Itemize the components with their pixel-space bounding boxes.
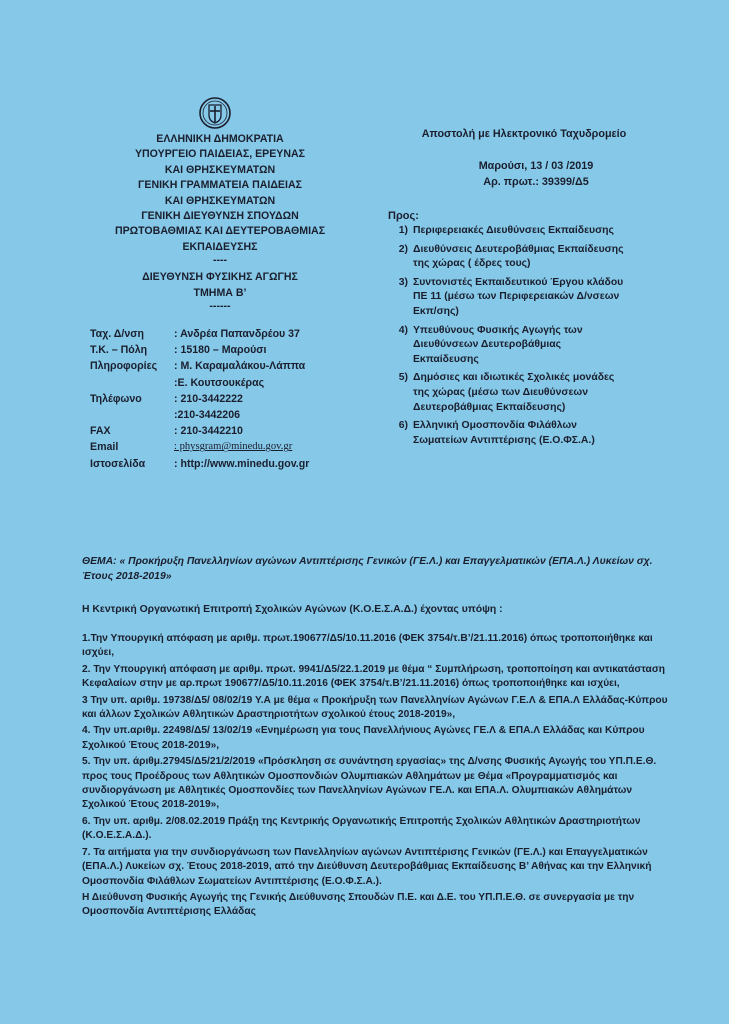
fax-value: : 210-3442210 — [174, 425, 243, 438]
protocol-number: Αρ. πρωτ.: 39399/Δ5 — [483, 176, 589, 188]
recipient-item: 6) Ελληνική Ομοσπονδία Φιλάθλων Σωματείων Αντιπτέρισης (Ε.Ο.ΦΣ.Α.) — [398, 420, 595, 446]
greek-emblem-icon — [198, 96, 232, 130]
consideration-item: 7. Τα αιτήματα για την συνδιοργάνωση των Πανελληνίων αγώνων Αντιπτέρισης Γενικών (ΓΕ.Λ.) και Επαγγελματικών (ΕΠΑ.Λ.) Λυκείων σχ. Έτους 2018-2019, από την Διεύθυνση Δευτεροβάθμιας Εκπαίδευσης Β’ Αθήνας και την Ελληνική Ομοσπονδία Φιλάθλων Σωματείων Αντιπτέρισης (Ε.Ο.Φ.Σ.Α.). — [82, 846, 652, 887]
consideration-item: 4. Την υπ.αριθμ. 22498/Δ5/ 13/02/19 «Ενημέρωση για τους Πανελλήνιους Αγώνες ΓΕ.Λ & ΕΠΑ.Λ Ελλάδας και Κύπρου Σχολικού Έτους 2018-2019», — [82, 725, 645, 751]
phone-value: :210-3442206 — [174, 409, 240, 422]
header-separator: ---- — [212, 254, 228, 267]
document-date: Μαρούσι, 13 / 03 /2019 — [478, 160, 594, 172]
recipient-item: 3) Συντονιστές Εκπαιδευτικού Έργου κλάδου ΠΕ 11 (μέσω των Περιφερειακών Δ/νσεων Εκπ/σης) — [398, 276, 624, 317]
consideration-item: 3 Την υπ. αριθμ. 19738/Δ5/ 08/02/19 Υ.Α με θέμα « Προκήρυξη των Πανελληνίων Αγώνων Γ.Ε.Λ & ΕΠΑ.Λ Ελλάδας-Κύπρου και άλλων Σχολικών Αθλητικών Δραστηριοτήτων σχολικού έτους 2018-2019», — [82, 694, 668, 721]
phone-label: Τηλέφωνο — [90, 392, 142, 405]
phone-value: : 210-3442222 — [174, 392, 243, 405]
consideration-item: Η Διεύθυνση Φυσικής Αγωγής της Γενικής Διεύθυνσης Σπουδών Π.Ε. και Δ.Ε. του ΥΠ.Π.Ε.Θ. σε συνεργασία με την Ομοσπονδία Αντιπτέρισης Ελλάδας — [82, 891, 635, 918]
header-line: ΕΚΠΑΙΔΕΥΣΗΣ — [182, 240, 258, 253]
header-line: ΚΑΙ ΘΡΗΣΚΕΥΜΑΤΩΝ — [164, 194, 276, 207]
subject-line: ΘΕΜΑ: « Προκήρυξη Πανελληνίων αγώνων Αντιπτέρισης Γενικών (ΓΕ.Λ.) και Επαγγελματικών (ΕΠΑ.Λ.) Λυκείων σχ. Έτους 2018-2019» — [82, 556, 653, 582]
header-line: ΕΛΛΗΝΙΚΗ ΔΗΜΟΚΡΑΤΙΑ — [156, 133, 284, 145]
header-line: ΚΑΙ ΘΡΗΣΚΕΥΜΑΤΩΝ — [164, 163, 276, 176]
recipient-item: 4) Υπευθύνους Φυσικής Αγωγής των Διευθύνσεων Δευτεροβάθμιας Εκπαίδευσης — [398, 324, 583, 365]
header-separator: ------ — [209, 300, 231, 313]
header-line: ΠΡΩΤΟΒΑΘΜΙΑΣ ΚΑΙ ΔΕΥΤΕΡΟΒΑΘΜΙΑΣ — [114, 225, 326, 238]
recipient-item: 1) Περιφερειακές Διευθύνσεις Εκπαίδευσης — [398, 225, 614, 236]
website-label: Ιστοσελίδα — [90, 457, 146, 470]
considerations-list — [82, 632, 672, 922]
info-value: :Ε. Κουτσουκέρας — [174, 376, 265, 389]
postal-label: Τ.Κ. – Πόλη — [90, 344, 148, 357]
header-line: ΓΕΝΙΚΗ ΓΡΑΜΜΑΤΕΙΑ ΠΑΙΔΕΙΑΣ — [138, 179, 302, 192]
recipient-item: 2) Διευθύνσεις Δευτεροβάθμιας Εκπαίδευσης της χώρας ( έδρες τους) — [398, 243, 624, 270]
consideration-item: 5. Την υπ. άριθμ.27945/Δ5/21/2/2019 «Πρόσκληση σε συνάντηση εργασίας» της Δ/νσης Φυσικής Αγωγής του ΥΠ.Π.Ε.Θ. προς τους Προέδρους των Αθλητικών Ομοσπονδιών Ολυμπιακών Αθλημάτων με Θέμα «Προγραμματισμός και συνδιοργάνωση με Αθλητικές Ομοσπονδίες των Πανελληνίων Αγώνων ΓΕ.Λ. και ΕΠΑ.Λ. Ολυμπιακών Αθλημάτων Σχολικού Έτους 2018-2019», — [82, 756, 657, 811]
send-method: Αποστολή με Ηλεκτρονικό Ταχυδρομείο — [421, 128, 627, 140]
website-link[interactable]: : http://www.minedu.gov.gr — [174, 457, 310, 470]
address-label: Ταχ. Δ/νση — [90, 328, 144, 340]
postal-value: : 15180 – Μαρούσι — [174, 344, 267, 357]
department-name: ΔΙΕΥΘΥΝΣΗ ΦΥΣΙΚΗΣ ΑΓΩΓΗΣ — [142, 271, 298, 284]
consideration-item: 1.Την Υπουργική απόφαση με αριθμ. πρωτ.190677/Δ5/10.11.2016 (ΦΕΚ 3754/τ.Β’/21.11.2016) όπως τροποποιήθηκε και ισχύει, — [82, 633, 653, 659]
email-link[interactable]: : physgram@minedu.gov.gr — [174, 441, 293, 453]
recipients-list — [386, 224, 626, 452]
header-line: ΓΕΝΙΚΗ ΔΙΕΥΘΥΝΣΗ ΣΠΟΥΔΩΝ — [141, 210, 299, 223]
recipients-label: Προς: — [388, 210, 419, 222]
info-value: : Μ. Καραμαλάκου-Λάππα — [174, 360, 306, 373]
contact-details — [90, 326, 350, 472]
consideration-item: 6. Την υπ. αριθμ. 2/08.02.2019 Πράξη της Κεντρικής Οργανωτικής Επιτροπής Σχολικών Αθλητικών Δραστηριοτήτων (Κ.Ο.Ε.Σ.Α.Δ.). — [82, 815, 641, 842]
fax-label: FAX — [90, 425, 111, 438]
section-name: ΤΜΗΜΑ Β’ — [193, 286, 247, 299]
intro-line: Η Κεντρική Οργανωτική Επιτροπή Σχολικών Αγώνων (Κ.Ο.Ε.Σ.Α.Δ.) έχοντας υπόψη : — [82, 604, 503, 615]
recipient-item: 5) Δημόσιες και ιδιωτικές Σχολικές μονάδες της χώρας (μέσω των Διευθύνσεων Δευτεροβάθμιας Εκπαίδευσης) — [398, 372, 615, 413]
address-value: : Ανδρέα Παπανδρέου 37 — [174, 328, 300, 340]
info-label: Πληροφορίες — [90, 360, 158, 373]
ministry-header — [96, 132, 344, 316]
consideration-item: 2. Την Υπουργική απόφαση με αριθμ. πρωτ. 9941/Δ5/22.1.2019 με θέμα “ Συμπλήρωση, τροποποίηση και αντικατάσταση Κεφαλαίων στην με αρ.πρωτ 190677/Δ5/10.11.2016 (ΦΕΚ 3754/τ.Β’/21.11.2016) όπως τροποποιήθηκε και ισχύει, — [82, 663, 666, 690]
date-protocol-block — [456, 158, 616, 190]
email-label: Email — [90, 441, 119, 454]
header-line: ΥΠΟΥΡΓΕΙΟ ΠΑΙΔΕΙΑΣ, ΕΡΕΥΝΑΣ — [134, 148, 306, 161]
